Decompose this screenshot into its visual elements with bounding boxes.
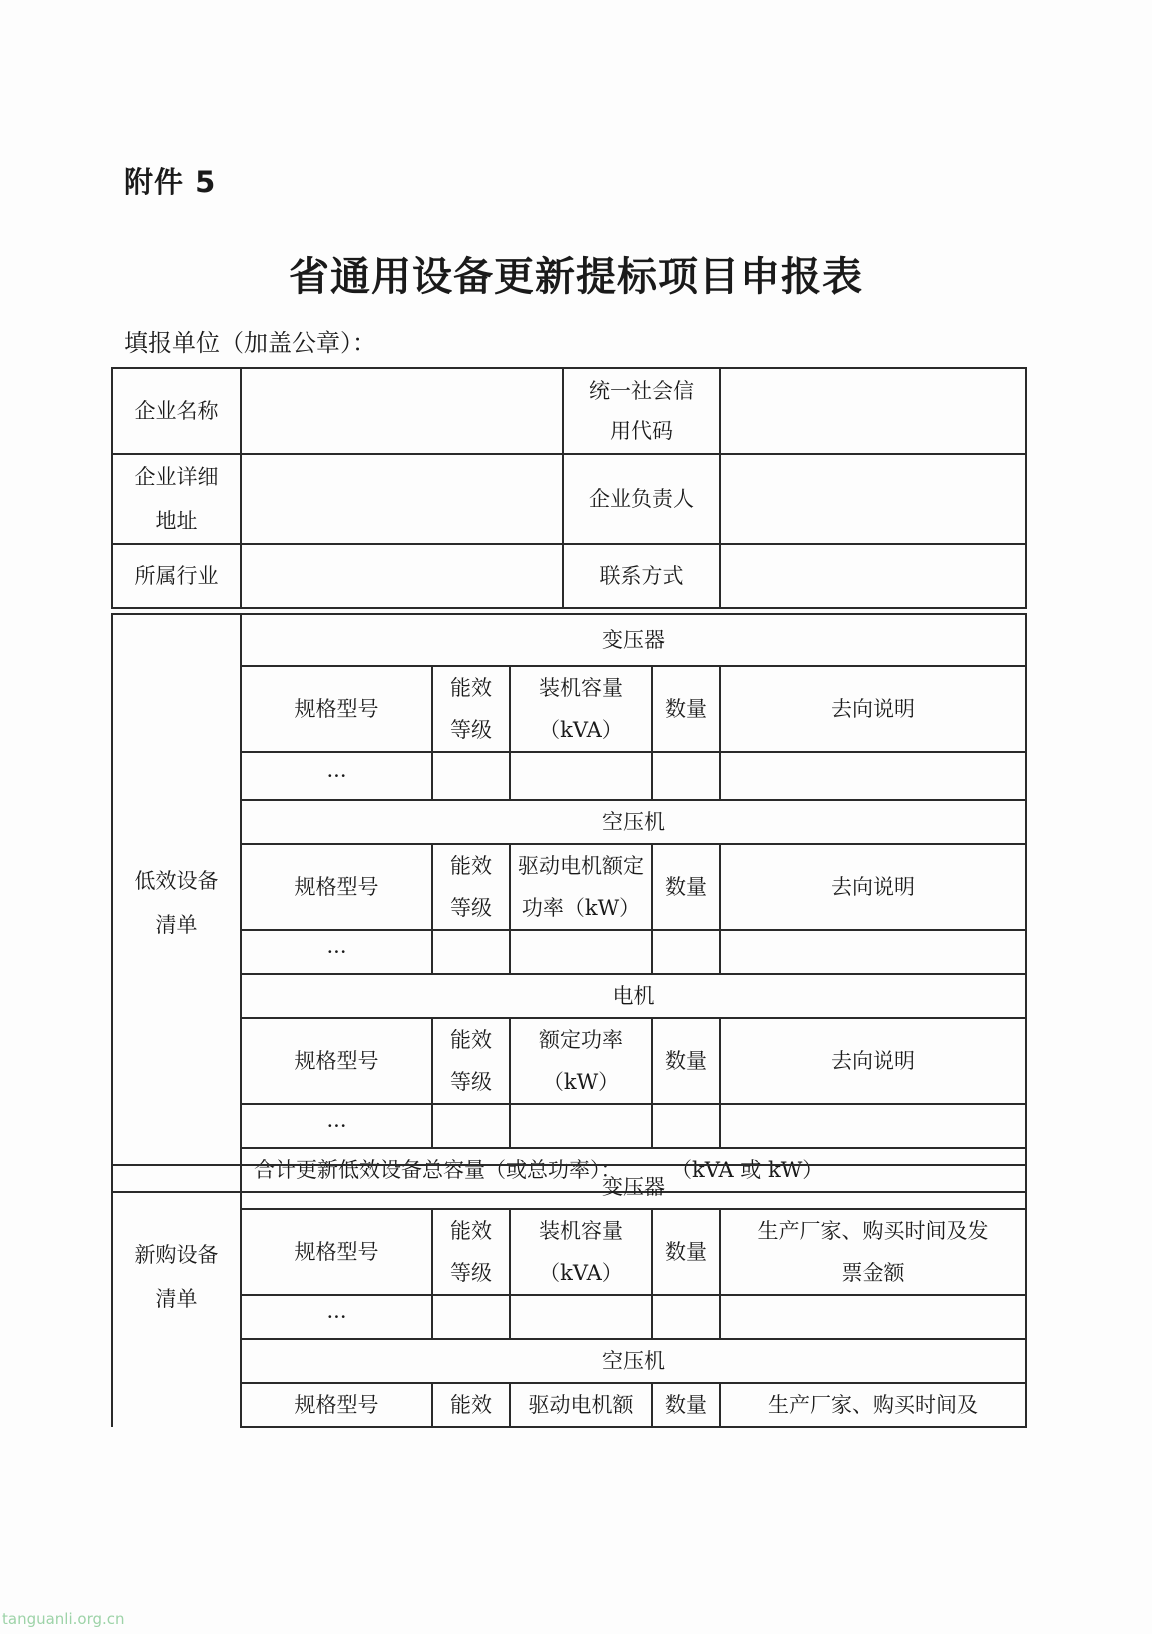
group-title-air-compressor: 空压机 (241, 1339, 1026, 1383)
header-motor-power: 驱动电机额 (510, 1383, 652, 1427)
field-industry[interactable] (241, 544, 563, 608)
header-rated-power: 额定功率（kW） (510, 1018, 652, 1104)
field-leader[interactable] (720, 454, 1026, 544)
header-quantity: 数量 (652, 1209, 720, 1295)
filler-unit-label: 填报单位（加盖公章）： (124, 329, 376, 357)
cell[interactable] (432, 752, 510, 800)
cell[interactable] (510, 1104, 652, 1148)
low-efficiency-section-label: 低效设备清单 (112, 614, 241, 1192)
header-efficiency: 能效等级 (432, 844, 510, 930)
label-address: 企业详细地址 (112, 454, 241, 544)
total-capacity-label: 合计更新低效设备总容量（或总功率）： (254, 1158, 622, 1182)
header-motor-power: 驱动电机额定功率（kW） (510, 844, 652, 930)
field-contact[interactable] (720, 544, 1026, 608)
cell[interactable] (720, 752, 1026, 800)
header-manufacturer: 生产厂家、购买时间及 (720, 1383, 1026, 1427)
header-capacity: 装机容量（kVA） (510, 666, 652, 752)
cell[interactable] (652, 1104, 720, 1148)
cell[interactable] (510, 752, 652, 800)
header-capacity: 装机容量（kVA） (510, 1209, 652, 1295)
row-placeholder[interactable]: ··· (241, 930, 432, 974)
field-credit-code[interactable] (720, 368, 1026, 454)
cell[interactable] (510, 930, 652, 974)
header-destination: 去向说明 (720, 1018, 1026, 1104)
label-industry: 所属行业 (112, 544, 241, 608)
cell[interactable] (510, 1295, 652, 1339)
cell[interactable] (652, 1295, 720, 1339)
label-company-name: 企业名称 (112, 368, 241, 454)
group-title-air-compressor: 空压机 (241, 800, 1026, 844)
row-placeholder[interactable]: ··· (241, 1295, 432, 1339)
row-placeholder[interactable]: ··· (241, 1104, 432, 1148)
header-quantity: 数量 (652, 666, 720, 752)
attachment-label: 附件 5 (124, 165, 217, 199)
row-placeholder[interactable]: ··· (241, 752, 432, 800)
field-address[interactable] (241, 454, 563, 544)
header-quantity: 数量 (652, 844, 720, 930)
header-manufacturer: 生产厂家、购买时间及发票金额 (720, 1209, 1026, 1295)
group-title-transformer: 变压器 (241, 1165, 1026, 1209)
header-model: 规格型号 (241, 666, 432, 752)
cell[interactable] (432, 930, 510, 974)
header-quantity: 数量 (652, 1018, 720, 1104)
header-model: 规格型号 (241, 1209, 432, 1295)
basic-info-table (111, 367, 1027, 609)
header-efficiency: 能效 (432, 1383, 510, 1427)
header-efficiency: 能效等级 (432, 1018, 510, 1104)
new-purchase-table (111, 1164, 1027, 1428)
cell[interactable] (720, 1295, 1026, 1339)
group-title-transformer: 变压器 (241, 614, 1026, 666)
field-company-name[interactable] (241, 368, 563, 454)
cell[interactable] (652, 752, 720, 800)
cell[interactable] (432, 1295, 510, 1339)
cell[interactable] (720, 930, 1026, 974)
label-contact: 联系方式 (563, 544, 720, 608)
header-efficiency: 能效等级 (432, 666, 510, 752)
page-title: 省通用设备更新提标项目申报表 (289, 254, 863, 300)
total-capacity-unit: （kVA 或 kW） (681, 1158, 824, 1182)
header-destination: 去向说明 (720, 666, 1026, 752)
low-efficiency-table (111, 613, 1027, 1193)
label-leader: 企业负责人 (563, 454, 720, 544)
cell[interactable] (720, 1104, 1026, 1148)
header-destination: 去向说明 (720, 844, 1026, 930)
cell[interactable] (652, 930, 720, 974)
header-quantity: 数量 (652, 1383, 720, 1427)
header-model: 规格型号 (241, 1018, 432, 1104)
watermark: tanguanli.org.cn (2, 1610, 125, 1628)
header-model: 规格型号 (241, 1383, 432, 1427)
header-model: 规格型号 (241, 844, 432, 930)
new-purchase-section-label: 新购设备清单 (112, 1165, 241, 1427)
label-credit-code: 统一社会信用代码 (563, 368, 720, 454)
cell[interactable] (432, 1104, 510, 1148)
header-efficiency: 能效等级 (432, 1209, 510, 1295)
group-title-motor: 电机 (241, 974, 1026, 1018)
